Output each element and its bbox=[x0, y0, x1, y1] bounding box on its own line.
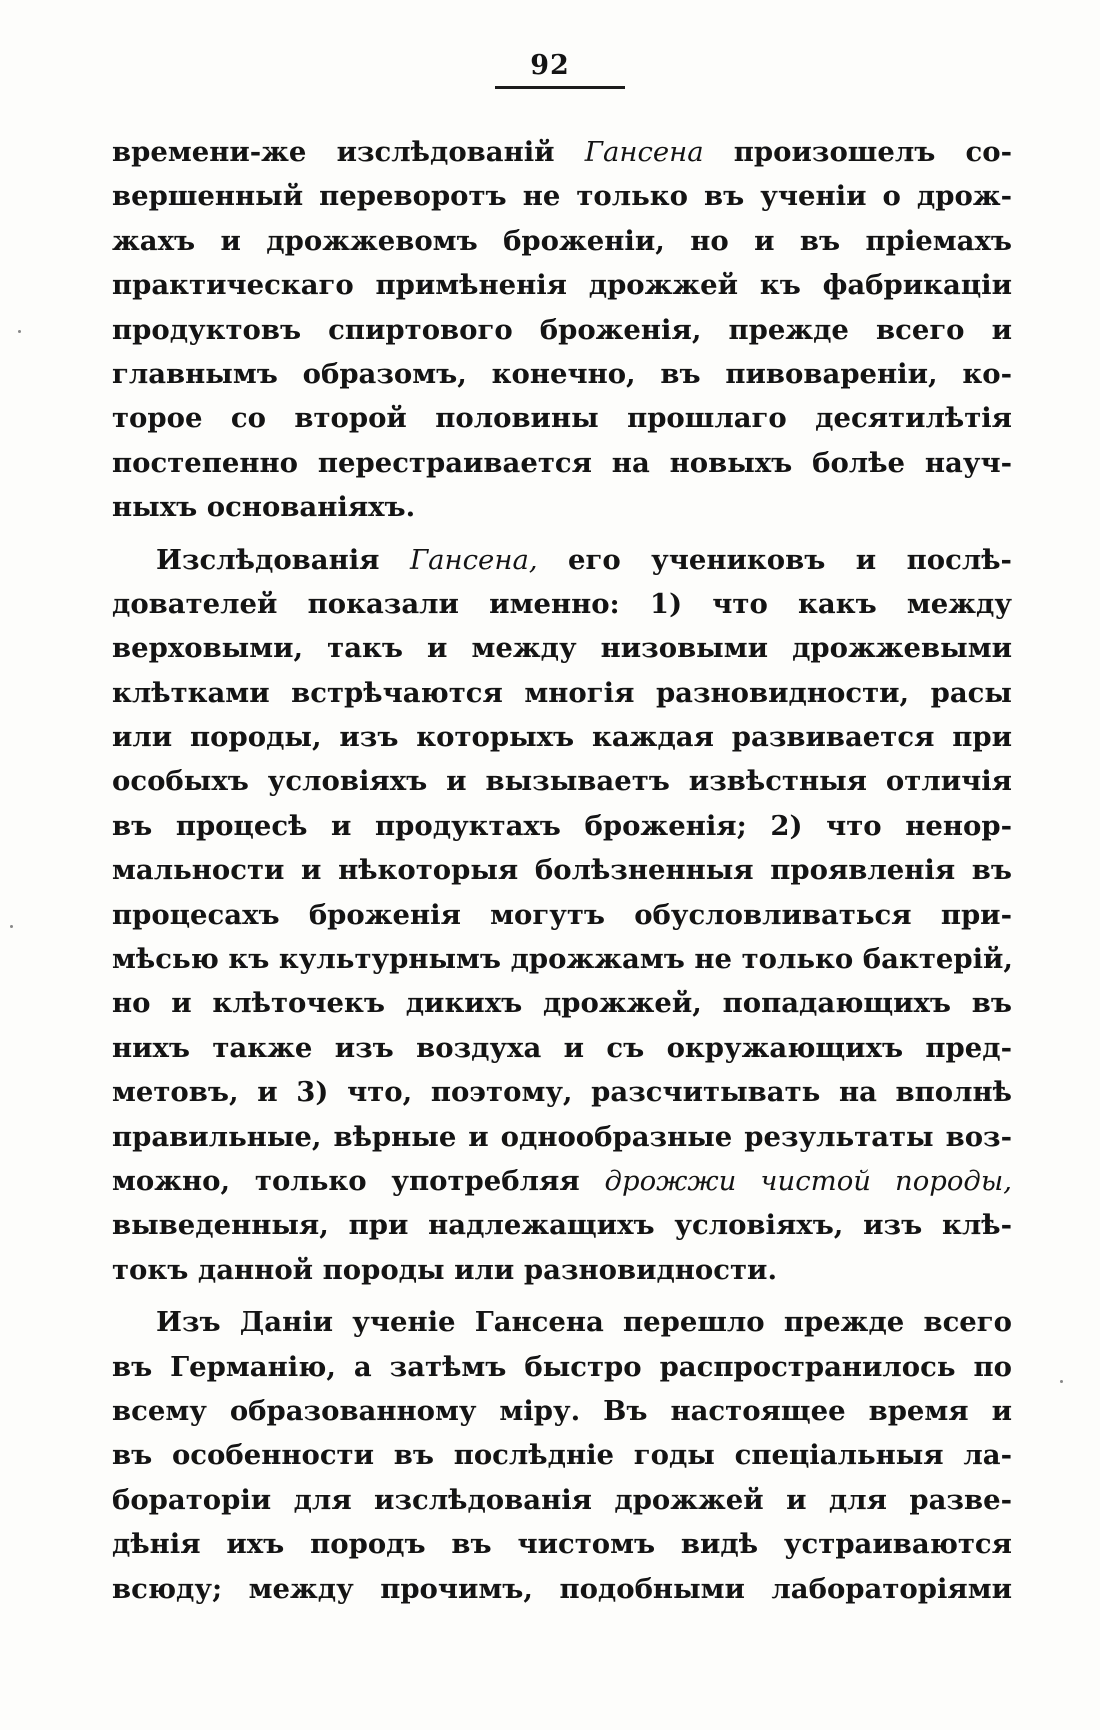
text-line bbox=[112, 396, 1012, 440]
italic-text: дрожжи чистой породы, bbox=[604, 1164, 1013, 1197]
italic-text: Гансена, bbox=[409, 543, 538, 576]
text-line bbox=[112, 1300, 1012, 1344]
text-run: ныхъ основаніяхъ. bbox=[112, 491, 416, 524]
text-run: въ процесѣ и продуктахъ броженія; 2) что ненор- bbox=[112, 809, 1012, 842]
text-run: произошелъ со- bbox=[703, 136, 1012, 168]
text-run: торое со второй половины прошлаго десятилѣтія bbox=[112, 402, 1012, 435]
text-line bbox=[112, 308, 1012, 352]
text-run: процесахъ броженія могутъ обусловливаться при- bbox=[112, 898, 1012, 931]
text-line bbox=[112, 893, 1012, 937]
text-run: вершенный переворотъ не только въ ученіи о дрож- bbox=[112, 180, 1012, 213]
page-number-rule bbox=[495, 86, 625, 89]
paper-speck bbox=[10, 925, 13, 928]
text-run: дѣнія ихъ породъ въ чистомъ видѣ устраиваются bbox=[112, 1528, 1012, 1561]
text-line bbox=[112, 263, 1012, 307]
paper-speck bbox=[18, 330, 21, 333]
paragraph bbox=[112, 130, 1012, 530]
paragraph bbox=[112, 1292, 1012, 1611]
text-run: всюду; между прочимъ, подобными лабораторіями bbox=[112, 1572, 1012, 1605]
text-line bbox=[112, 848, 1012, 892]
text-line bbox=[112, 937, 1012, 981]
text-line bbox=[112, 1345, 1012, 1389]
text-run: мальности и нѣкоторыя болѣзненныя проявленія въ bbox=[112, 854, 1012, 887]
text-line bbox=[112, 1026, 1012, 1070]
text-run: практическаго примѣненія дрожжей къ фабрикаціи bbox=[112, 269, 1012, 302]
text-run: дователей показали именно: 1) что какъ между bbox=[112, 587, 1012, 620]
text-run: главнымъ образомъ, конечно, въ пивовареніи, ко- bbox=[112, 357, 1012, 390]
text-line bbox=[112, 538, 1012, 582]
body-text bbox=[112, 130, 1012, 1611]
text-run: его учениковъ и послѣ- bbox=[537, 543, 1012, 576]
text-run: въ Германію, а затѣмъ быстро распространилось по bbox=[112, 1350, 1012, 1383]
text-line bbox=[112, 1070, 1012, 1114]
italic-text: Гансена bbox=[584, 136, 704, 168]
text-line bbox=[112, 174, 1012, 218]
text-run: выведенныя, при надлежащихъ условіяхъ, изъ клѣ- bbox=[112, 1209, 1012, 1242]
paragraph bbox=[112, 530, 1012, 1293]
text-run: можно, только употребляя bbox=[112, 1164, 605, 1197]
paragraph-gap bbox=[112, 530, 1012, 538]
text-line bbox=[112, 1159, 1012, 1203]
paragraph-gap bbox=[112, 1292, 1012, 1300]
text-run: нихъ также изъ воздуха и съ окружающихъ пред- bbox=[112, 1031, 1012, 1064]
text-line bbox=[112, 219, 1012, 263]
text-run: Изслѣдованія bbox=[156, 543, 410, 576]
text-run: бораторіи для изслѣдованія дрожжей и для разве- bbox=[112, 1483, 1012, 1516]
text-line bbox=[112, 130, 1012, 174]
text-line bbox=[112, 1478, 1012, 1522]
text-line bbox=[112, 715, 1012, 759]
text-line bbox=[112, 441, 1012, 485]
text-run: въ особенности въ послѣдніе годы спеціальныя ла- bbox=[112, 1439, 1012, 1472]
text-line bbox=[112, 804, 1012, 848]
paper-speck bbox=[1060, 1380, 1063, 1383]
text-run: правильные, вѣрные и однообразные результаты воз- bbox=[112, 1120, 1012, 1153]
text-run: всему образованному міру. Въ настоящее время и bbox=[112, 1394, 1012, 1427]
text-line bbox=[112, 1248, 1012, 1292]
text-run: токъ данной породы или разновидности. bbox=[112, 1253, 778, 1286]
text-run: Изъ Даніи ученіе Гансена перешло прежде всего bbox=[156, 1306, 1012, 1339]
text-line bbox=[112, 1389, 1012, 1433]
text-line bbox=[112, 981, 1012, 1025]
text-run: или породы, изъ которыхъ каждая развивается при bbox=[112, 721, 1012, 754]
text-run: но и клѣточекъ дикихъ дрожжей, попадающихъ въ bbox=[112, 987, 1012, 1020]
text-line bbox=[112, 1567, 1012, 1611]
text-run: продуктовъ спиртового броженія, прежде всего и bbox=[112, 313, 1012, 346]
text-line bbox=[112, 1203, 1012, 1247]
text-line bbox=[112, 626, 1012, 670]
text-run: жахъ и дрожжевомъ броженіи, но и въ пріемахъ bbox=[112, 224, 1012, 257]
text-run: времени-же изслѣдованій bbox=[112, 136, 585, 168]
page-number: 92 bbox=[530, 50, 570, 81]
text-run: постепенно перестраивается на новыхъ болѣе науч- bbox=[112, 446, 1012, 479]
text-run: метовъ, и 3) что, поэтому, разсчитывать на вполнѣ bbox=[112, 1076, 1012, 1109]
text-run: верховыми, такъ и между низовыми дрожжевыми bbox=[112, 632, 1012, 665]
text-line bbox=[112, 582, 1012, 626]
text-line bbox=[112, 759, 1012, 803]
text-run: клѣтками встрѣчаются многія разновидности, расы bbox=[112, 676, 1012, 709]
text-line bbox=[112, 485, 1012, 529]
text-line bbox=[112, 1522, 1012, 1566]
text-line bbox=[112, 1115, 1012, 1159]
text-line bbox=[112, 1433, 1012, 1477]
text-run: мѣсью къ культурнымъ дрожжамъ не только бактерій, bbox=[112, 943, 1014, 976]
text-line bbox=[112, 352, 1012, 396]
text-run: особыхъ условіяхъ и вызываетъ извѣстныя отличія bbox=[112, 765, 1012, 798]
text-line bbox=[112, 671, 1012, 715]
